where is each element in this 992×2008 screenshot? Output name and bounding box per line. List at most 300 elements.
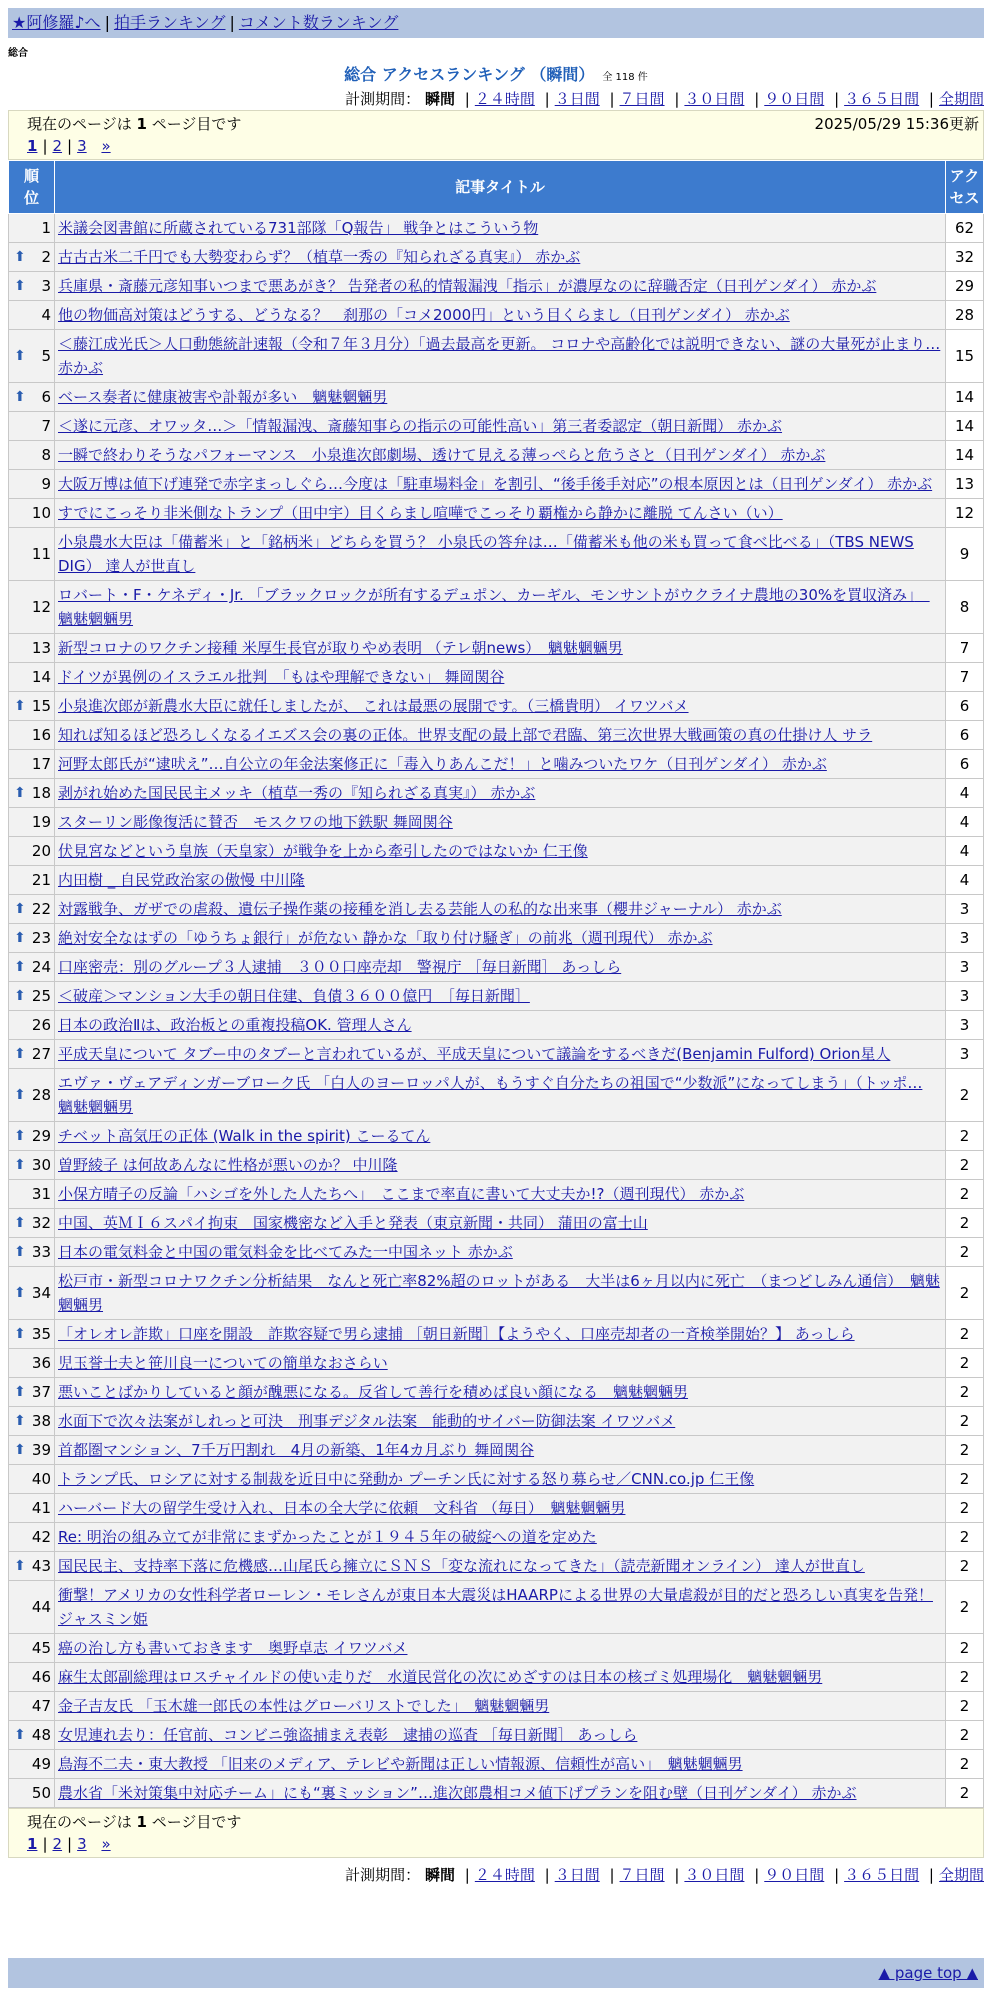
rank-cell [9,1465,55,1494]
access-count: 8 [946,581,984,634]
table-row [9,924,984,953]
table-row [9,1040,984,1069]
article-title-link[interactable]: 日本の政治Ⅱは、政治板との重複投稿OK. 管理人さん [58,1016,412,1034]
article-title-link[interactable]: 小泉進次郎が新農水大臣に就任しましたが、 これは最悪の展開です。（三橋貴明） イワツバメ [58,697,689,715]
rank-number: 9 [41,475,51,493]
page-1-link[interactable]: 1 [27,1835,38,1853]
period-separator: | [674,90,680,108]
rank-number: 4 [41,306,51,324]
article-title-link[interactable]: 水面下で次々法案がしれっと可決 刑事デジタル法案 能動的サイバー防御法案 イワツバメ [58,1412,676,1430]
rank-cell [9,808,55,837]
rank-up-arrow-icon: ⬆ [14,698,26,714]
access-count: 14 [946,441,984,470]
title-header: 記事タイトル [55,161,946,214]
rank-number: 12 [31,598,51,616]
rank-cell [9,383,55,412]
pager-separator: | [67,137,73,155]
rank-cell [9,837,55,866]
article-title-link[interactable]: 女児連れ去り：任官前、コンビニ強盗捕まえ表彰 逮捕の巡査 ［毎日新聞］ あっしら [58,1726,638,1744]
article-title-link[interactable]: ＜藤江成光氏＞人口動態統計速報（令和７年３月分）「過去最高を更新。 コロナや高齢化では説明できない、謎の大量死が止まり… 赤かぶ [58,335,941,377]
rank-cell [9,1436,55,1465]
rank-number: 28 [31,1086,51,1104]
article-title-link[interactable]: 他の物価高対策はどうする、どうなる？ 刹那の「コメ2000円」という目くらまし（日刊ゲンダイ） 赤かぶ [58,306,790,324]
table-row [9,1552,984,1581]
rank-cell [9,895,55,924]
page-info-bottom [8,1808,984,1858]
table-row [9,982,984,1011]
article-title-link[interactable]: Re: 明治の組み立てが非常にまずかったことが１９４５年の破綻への道を定めた [58,1528,597,1546]
period-separator: | [754,90,760,108]
page-prefix: 現在のページは [27,115,137,133]
rank-number: 41 [31,1499,51,1517]
title-cell [55,837,946,866]
article-title-link[interactable]: 古古古米二千円でも大勢変わらず？（植草一秀の『知られざる真実』） 赤かぶ [58,248,581,266]
table-row [9,895,984,924]
rank-cell [9,1069,55,1122]
rank-number: 37 [31,1383,51,1401]
rank-number: 32 [31,1214,51,1232]
article-title-link[interactable]: 知れば知るほど恐ろしくなるイエズス会の裏の正体。世界支配の最上部で君臨、第三次世界大戦画策の真の仕掛け人 サラ [58,726,873,744]
rank-up-arrow-icon: ⬆ [14,249,26,265]
rank-up-arrow-icon: ⬆ [14,1326,26,1342]
table-row [9,1634,984,1663]
article-title-link[interactable]: 児玉誉士夫と笹川良一についての簡単なおさらい [58,1354,388,1372]
rank-cell [9,1634,55,1663]
next-page-link[interactable]: » [101,1835,111,1853]
article-title-link[interactable]: 絶対安全なはずの「ゆうちょ銀行」が危ない 静かな「取り付け騒ぎ」の前兆（週刊現代） 赤かぶ [58,929,713,947]
rank-cell [9,1552,55,1581]
access-count: 3 [946,1011,984,1040]
article-title-link[interactable]: 悪いことばかりしていると顔が醜悪になる。反省して善行を積めば良い顔になる 魑魅魍魎男 [58,1383,689,1401]
title-cell [55,721,946,750]
article-title-link[interactable]: 口座密売：別のグループ３人逮捕 ３００口座売却 警視庁 ［毎日新聞］ あっしら [58,958,622,976]
rank-up-arrow-icon: ⬆ [14,1442,26,1458]
access-count: 2 [946,1436,984,1465]
period-separator: | [544,90,550,108]
article-title-link[interactable]: 癌の治し方も書いておきます 奥野卓志 イワツバメ [58,1639,408,1657]
article-title-link[interactable]: 大阪万博は値下げ連発で赤字まっしぐら…今度は「駐車場料金」を割引、“後手後手対応”の根本原因とは（日刊ゲンダイ） 赤かぶ [58,475,933,493]
rank-number: 38 [31,1412,51,1430]
access-count: 13 [946,470,984,499]
rank-up-arrow-icon: ⬆ [14,389,26,405]
table-row [9,412,984,441]
rank-up-arrow-icon: ⬆ [14,1384,26,1400]
table-row [9,1349,984,1378]
article-title-link[interactable]: 首都圏マンション、7千万円割れ 4月の新築、1年4カ月ぶり 舞岡関谷 [58,1441,535,1459]
table-row [9,663,984,692]
updated-timestamp: 2025/05/29 15:36更新 [814,115,979,133]
title-cell [55,1663,946,1692]
access-count: 4 [946,808,984,837]
rank-cell [9,1750,55,1779]
rank-up-arrow-icon: ⬆ [14,278,26,294]
title-cell [55,412,946,441]
rank-cell [9,1523,55,1552]
pager-separator [87,137,102,155]
access-count: 7 [946,663,984,692]
rank-cell [9,1267,55,1320]
rank-number: 8 [41,446,51,464]
table-row [9,1750,984,1779]
title-cell [55,1238,946,1267]
title-cell [55,895,946,924]
rank-number: 39 [31,1441,51,1459]
rank-cell [9,1721,55,1750]
rank-cell [9,214,55,243]
title-cell [55,1721,946,1750]
title-cell [55,1581,946,1634]
rank-number: 7 [41,417,51,435]
table-row [9,1692,984,1721]
access-count: 2 [946,1779,984,1808]
title-cell [55,1040,946,1069]
title-cell [55,1011,946,1040]
rank-cell [9,721,55,750]
clap-ranking-link[interactable]: 拍手ランキング [113,13,226,32]
rank-number: 31 [31,1185,51,1203]
article-title-link[interactable]: トランプ氏、ロシアに対する制裁を近日中に発動か プーチン氏に対する怒り募らせ／CNN.co.jp 仁王像 [58,1470,755,1488]
table-row [9,214,984,243]
access-count: 3 [946,924,984,953]
rank-number: 24 [31,958,51,976]
period-365d[interactable]: ３６５日間 [844,1866,920,1884]
title-cell [55,301,946,330]
title-cell [55,499,946,528]
table-row [9,750,984,779]
access-count: 2 [946,1122,984,1151]
rank-cell [9,1320,55,1349]
access-count: 2 [946,1378,984,1407]
access-count: 2 [946,1180,984,1209]
ranking-table-body [9,214,984,1808]
article-title-link[interactable]: 中国、英ＭＩ６スパイ拘束 国家機密など入手と発表（東京新聞・共同） 蒲田の富士山 [58,1214,648,1232]
title-cell [55,1436,946,1465]
access-count: 2 [946,1267,984,1320]
page-2-link[interactable]: 2 [52,137,63,155]
rank-cell [9,634,55,663]
home-link[interactable]: ★阿修羅♪へ [12,13,101,32]
pager-separator [87,1835,102,1853]
table-row [9,1581,984,1634]
article-title-link[interactable]: 新型コロナのワクチン接種 米厚生長官が取りやめ表明 （テレ朝news） 魑魅魍魎男 [58,639,623,657]
rank-cell [9,470,55,499]
title-cell [55,866,946,895]
period-90d[interactable]: ９０日間 [764,1866,825,1884]
title-cell [55,692,946,721]
access-count: 2 [946,1151,984,1180]
rank-cell [9,301,55,330]
access-count: 4 [946,779,984,808]
rank-number: 48 [31,1726,51,1744]
page-3-link[interactable]: 3 [77,137,87,155]
page-1-link[interactable]: 1 [27,137,38,155]
access-count: 2 [946,1069,984,1122]
comment-ranking-link[interactable]: コメント数ランキング [238,13,399,32]
rank-up-arrow-icon: ⬆ [14,785,26,801]
title-cell [55,214,946,243]
title-cell [55,1320,946,1349]
rank-number: 18 [31,784,51,802]
title-cell [55,330,946,383]
period-30d[interactable]: ３０日間 [684,90,745,108]
table-row [9,1238,984,1267]
access-count: 9 [946,528,984,581]
rank-cell [9,441,55,470]
period-separator: | [609,90,615,108]
table-row [9,1407,984,1436]
access-count: 2 [946,1349,984,1378]
title-cell [55,1634,946,1663]
article-title-link[interactable]: 鳥海不二夫・東大教授 「旧来のメディア、テレビや新聞は正しい情報源、信頼性が高い」 魑魅魍魎男 [58,1755,743,1773]
article-title-link[interactable]: ハーバード大の留学生受け入れ、日本の全大学に依頼 文科省 （毎日） 魑魅魍魎男 [58,1499,626,1517]
table-row [9,953,984,982]
rank-up-arrow-icon: ⬆ [14,1285,26,1301]
title-cell [55,441,946,470]
table-row [9,1180,984,1209]
table-row [9,330,984,383]
table-row [9,1320,984,1349]
rank-cell [9,581,55,634]
title-cell [55,1209,946,1238]
period-24h[interactable]: ２４時間 [474,1866,535,1884]
access-count: 2 [946,1209,984,1238]
pager-separator: | [42,1835,48,1853]
ranking-title: 総合 アクセスランキング （瞬間） [344,65,595,84]
rank-number: 17 [31,755,51,773]
title-cell [55,953,946,982]
article-title-link[interactable]: 小保方晴子の反論「ハシゴを外した人たちへ」 ここまで率直に書いて大丈夫か!?（週刊現代） 赤かぶ [58,1185,745,1203]
rank-cell [9,1151,55,1180]
rank-number: 33 [31,1243,51,1261]
ranking-table [8,160,984,1808]
article-title-link[interactable]: 「オレオレ詐欺」口座を開設 詐欺容疑で男ら逮捕 ［朝日新聞］【ようやく、口座売却者の一斉検挙開始？】 あっしら [58,1325,855,1343]
page-info-top [8,110,984,160]
table-row [9,721,984,750]
table-row [9,1721,984,1750]
period-7d[interactable]: ７日間 [619,90,665,108]
rank-up-arrow-icon: ⬆ [14,930,26,946]
page-2-link[interactable]: 2 [52,1835,63,1853]
access-count: 2 [946,1238,984,1267]
period-current: 瞬間 [424,1866,455,1884]
rank-up-arrow-icon: ⬆ [14,988,26,1004]
period-separator: | [464,90,470,108]
rank-cell [9,528,55,581]
period-30d[interactable]: ３０日間 [684,1866,745,1884]
article-title-link[interactable]: 国民民主、支持率下落に危機感…山尾氏ら擁立にＳＮＳ「変な流れになってきた」（読売新聞オンライン） 達人が世直し [58,1557,865,1575]
table-row [9,499,984,528]
rank-cell [9,330,55,383]
article-title-link[interactable]: ＜遂に元彦、オワッタ…＞「情報漏洩、斎藤知事らの指示の可能性高い」第三者委認定（朝日新聞） 赤かぶ [58,417,783,435]
rank-cell [9,1209,55,1238]
article-title-link[interactable]: スターリン彫像復活に賛否 モスクワの地下鉄駅 舞岡関谷 [58,813,453,831]
period-all[interactable]: 全期間 [938,90,984,108]
rank-number: 15 [31,697,51,715]
rank-cell [9,1349,55,1378]
article-title-link[interactable]: ベース奏者に健康被害や訃報が多い 魑魅魍魎男 [58,388,388,406]
title-cell [55,1069,946,1122]
article-title-link[interactable]: ロバート・F・ケネディ・Jr. 「ブラックロックが所有するデュポン、カーギル、モンサントがウクライナ農地の30%を買収済み」 魑魅魍魎男 [58,586,930,628]
rank-number: 23 [31,929,51,947]
article-title-link[interactable]: 対露戦争、ガザでの虐殺、遺伝子操作薬の接種を消し去る芸能人の私的な出来事（櫻井ジャーナル） 赤かぶ [58,900,782,918]
title-cell [55,383,946,412]
page-top-link[interactable]: ▲ page top ▲ [878,1964,978,1982]
period-separator: | [928,1866,934,1884]
current-page-text [27,113,241,134]
page-3-link[interactable]: 3 [77,1835,87,1853]
article-title-link[interactable]: 平成天皇について タブー中のタブーと言われているが、平成天皇について議論をするべきだ(Benjamin Fulford) Orion星人 [58,1045,891,1063]
article-title-link[interactable]: ドイツが異例のイスラエル批判 「もはや理解できない」 舞岡関谷 [58,668,505,686]
access-count: 3 [946,953,984,982]
period-label: 計測期間： [345,90,421,108]
title-cell [55,808,946,837]
access-count: 12 [946,499,984,528]
article-title-link[interactable]: 松戸市・新型コロナワクチン分析結果 なんと死亡率82%超のロットがある 大半は6ヶ月以内に死亡 （まつどしみん通信） 魑魅魍魎男 [58,1272,940,1314]
article-title-link[interactable]: 農水省「米対策集中対応チーム」にも“裏ミッション”…進次郎農相コメ値下げプランを阻む壁（日刊ゲンダイ） 赤かぶ [58,1784,857,1802]
period-separator: | [834,90,840,108]
period-3d[interactable]: ３日間 [554,1866,600,1884]
rank-number: 20 [31,842,51,860]
article-title-link[interactable]: ＜破産＞マンション大手の朝日住建、負債３６００億円 ［毎日新聞］ [58,987,530,1005]
title-cell [55,750,946,779]
title-cell [55,1465,946,1494]
period-separator: | [544,1866,550,1884]
rank-number: 34 [31,1284,51,1302]
access-count: 2 [946,1523,984,1552]
article-title-link[interactable]: 小泉農水大臣は「備蓄米」と「銘柄米」どちらを買う？ 小泉氏の答弁は…「備蓄米も他の米も買って食べ比べる」（TBS NEWS DIG） 達人が世直し [58,533,914,575]
period-90d[interactable]: ９０日間 [764,90,825,108]
rank-number: 47 [31,1697,51,1715]
rank-number: 40 [31,1470,51,1488]
rank-up-arrow-icon: ⬆ [14,1413,26,1429]
article-title-link[interactable]: 一瞬で終わりそうなパフォーマンス 小泉進次郎劇場、透けて見える薄っぺらと危うさと（日刊ゲンダイ） 赤かぶ [58,446,826,464]
title-cell [55,1407,946,1436]
rank-number: 16 [31,726,51,744]
period-24h[interactable]: ２４時間 [474,90,535,108]
table-row [9,243,984,272]
table-row [9,1122,984,1151]
page-suffix: ページ目です [146,115,242,133]
rank-cell [9,779,55,808]
title-cell [55,634,946,663]
rank-number: 11 [31,545,51,563]
title-cell [55,243,946,272]
rank-up-arrow-icon: ⬆ [14,1046,26,1062]
article-title-link[interactable]: 金子吉友氏 「玉木雄一郎氏の本性はグローバリストでした」 魑魅魍魎男 [58,1697,550,1715]
rank-number: 44 [31,1598,51,1616]
total-count: 全 118 件 [602,72,648,83]
rank-number: 14 [31,668,51,686]
rank-up-arrow-icon: ⬆ [14,1157,26,1173]
period-separator: | [674,1866,680,1884]
rank-up-arrow-icon: ⬆ [14,1215,26,1231]
table-row [9,1663,984,1692]
period-separator: | [754,1866,760,1884]
access-count: 14 [946,383,984,412]
rank-up-arrow-icon: ⬆ [14,1128,26,1144]
nav-separator: | [229,13,235,32]
article-title-link[interactable]: 米議会図書館に所蔵されている731部隊「Q報告」 戦争とはこういう物 [58,219,539,237]
period-3d[interactable]: ３日間 [554,90,600,108]
article-title-link[interactable]: 日本の電気料金と中国の電気料金を比べてみた一中国ネット 赤かぶ [58,1243,513,1261]
article-title-link[interactable]: 麻生太郎副総理はロスチャイルドの使い走りだ 水道民営化の次にめざすのは日本の核ゴミ処理場化 魑魅魍魎男 [58,1668,823,1686]
period-separator: | [464,1866,470,1884]
article-title-link[interactable]: エヴァ・ヴェアディンガーブローク氏 「白人のヨーロッパ人が、もうすぐ自分たちの祖国で“少数派”になってしまう」（トッポ… 魑魅魍魎男 [58,1074,923,1116]
period-7d[interactable]: ７日間 [619,1866,665,1884]
rank-up-arrow-icon: ⬆ [14,1244,26,1260]
rank-cell [9,866,55,895]
rank-cell [9,692,55,721]
access-count: 2 [946,1407,984,1436]
period-label: 計測期間： [345,1866,421,1884]
article-title-link[interactable]: 内田樹 _ 自民党政治家の傲慢 中川隆 [58,871,305,889]
rank-number: 49 [31,1755,51,1773]
rank-cell [9,1779,55,1808]
access-count: 2 [946,1692,984,1721]
article-title-link[interactable]: すでにこっそり非米側なトランプ（田中宇）目くらまし喧嘩でこっそり覇権から静かに離脱 てんさい（い） [58,504,783,522]
article-title-link[interactable]: 剥がれ始めた国民民主メッキ（植草一秀の『知られざる真実』） 赤かぶ [58,784,536,802]
article-title-link[interactable]: 伏見宮などという皇族（天皇家）が戦争を上から牽引したのではないか 仁王像 [58,842,588,860]
access-count: 2 [946,1465,984,1494]
title-cell [55,470,946,499]
top-nav-bar [8,8,984,38]
category-label: 総合 [8,48,28,59]
title-cell [55,528,946,581]
rank-number: 13 [31,639,51,657]
rank-header [9,161,55,214]
table-row [9,272,984,301]
rank-number: 45 [31,1639,51,1657]
rank-cell [9,1663,55,1692]
table-row [9,1011,984,1040]
rank-cell [9,1040,55,1069]
rank-number: 10 [31,504,51,522]
title-cell [55,1750,946,1779]
access-count: 2 [946,1721,984,1750]
rank-number: 25 [31,987,51,1005]
table-row [9,779,984,808]
rank-number: 1 [41,219,51,237]
article-title-link[interactable]: 衝撃！アメリカの女性科学者ローレン・モレさんが東日本大震災はHAARPによる世界の大量虐殺が目的だと恐ろしい真実を告発！ ジャスミン姫 [58,1586,933,1628]
period-separator: | [834,1866,840,1884]
access-count: 14 [946,412,984,441]
title-cell [55,982,946,1011]
access-count: 28 [946,301,984,330]
access-count: 2 [946,1552,984,1581]
rank-cell [9,1692,55,1721]
rank-cell [9,953,55,982]
access-header [946,161,984,214]
table-row [9,1523,984,1552]
access-count: 2 [946,1663,984,1692]
rank-up-arrow-icon: ⬆ [14,1558,26,1574]
period-365d[interactable]: ３６５日間 [844,90,920,108]
article-title-link[interactable]: 曽野綾子 は何故あんなに性格が悪いのか？ 中川隆 [58,1156,398,1174]
rank-number: 42 [31,1528,51,1546]
rank-up-arrow-icon: ⬆ [14,1727,26,1743]
table-row [9,581,984,634]
article-title-link[interactable]: チベット高気圧の正体 (Walk in the spirit) こーるてん [58,1127,431,1145]
period-all[interactable]: 全期間 [938,1866,984,1884]
rank-cell [9,1407,55,1436]
next-page-link[interactable]: » [101,137,111,155]
access-count: 3 [946,1040,984,1069]
rank-cell [9,1378,55,1407]
article-title-link[interactable]: 河野太郎氏が“逮吠え”…自公立の年金法案修正に「毒入りあんこだ！」と噛みついたワケ（日刊ゲンダイ） 赤かぶ [58,755,827,773]
table-row [9,301,984,330]
nav-separator: | [104,13,110,32]
article-title-link[interactable]: 兵庫県・斎藤元彦知事いつまで悪あがき？ 告発者の私的情報漏洩「指示」が濃厚なのに辞職否定（日刊ゲンダイ） 赤かぶ [58,277,877,295]
